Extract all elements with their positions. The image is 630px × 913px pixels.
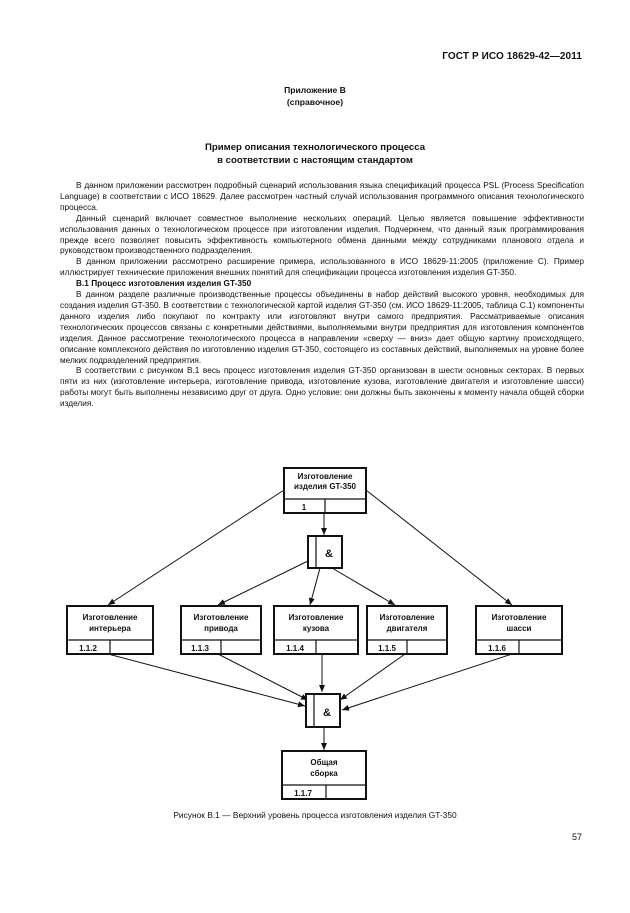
box-id: 1.1.2: [79, 644, 97, 653]
annex-heading: [0, 84, 630, 108]
annex-main-title: [0, 141, 630, 167]
process-box-engine: [367, 606, 447, 654]
box-label-line1: Изготовление: [288, 613, 344, 622]
annex-note: (справочное): [286, 97, 344, 107]
box-id: 1.1.3: [191, 644, 209, 653]
box-label-line1: Изготовление: [491, 613, 547, 622]
box-label-line1: Изготовление: [379, 613, 435, 622]
paragraph: Данный сценарий включает совместное выполнение нескольких операций. Целью является повышение эффективности использования данных о технологическом процессе при изготовлении изделия. Подчеркнем, что данный язык программирования прежде всего позволяет повысить эффективность компьютерного обмена данными между сотрудниками планового отдела и руководством производственного подразделения.: [60, 212, 584, 256]
process-box-interior: [67, 606, 153, 654]
box-id: 1.1.7: [294, 789, 312, 798]
process-box-assembly: [282, 751, 366, 799]
junction-and-upper: [308, 536, 342, 568]
standard-header: ГОСТ Р ИСО 18629-42—2011: [442, 51, 582, 62]
junction-and-lower: [306, 694, 340, 727]
box-label-line2: привода: [204, 624, 238, 633]
annex-title: Приложение В: [284, 85, 346, 95]
paragraph: В данном приложении рассмотрено расширение примера, использованного в ИСО 18629-11:2005 (приложение С). Пример иллюстрирует технические приложения внешних понятий для спецификации процесса изготовления изделия GT-350.: [60, 256, 584, 278]
body-text: [60, 180, 584, 409]
title-line-2: в соответствии с настоящим стандартом: [217, 155, 413, 166]
box-label-line2: двигателя: [386, 624, 428, 633]
paragraph: В данном приложении рассмотрен подробный сценарий использования языка спецификаций процесса PSL (Process Specification Language) в соответствии с ИСО 18629. Далее рассмотрен частный случай использования программного описания технологического процесса.: [60, 180, 584, 212]
box-label-line1: Общая: [310, 758, 338, 767]
title-line-1: Пример описания технологического процесса: [204, 142, 426, 153]
junction-label: &: [323, 707, 331, 719]
figure-caption: Рисунок В.1 — Верхний уровень процесса изготовления изделия GT-350: [173, 810, 457, 820]
box-label-line2: кузова: [302, 624, 330, 633]
box-id: 1.1.6: [488, 644, 506, 653]
paragraph: В данном разделе различные производственные процессы объединены в набор действий высокого уровня, необходимых для создания изделия GT-350. В соответствии с технологической картой изделия GT-350 (см. ИСО 18629-11:2005, таблица С.1) компоненты данного изделия либо покупают по контракту или изготовляют внутри самого предприятия. Рассматриваемые описания технологических процессов связаны с конкретными действиями, выполняемыми внутри предприятия для изготовления компонентов изделия. Данное рассмотрение технологического процесса в направлении «сверху — вниз» дает общую картину происходящего, описание комплексного действия по изготовлению изделия GT-350, состоящего из составных действий, выполняемых на уровне более мелких подразделений предприятия.: [60, 289, 584, 365]
process-box-drive: [181, 606, 261, 654]
junction-label: &: [325, 548, 333, 560]
box-label-line2: интерьера: [89, 624, 131, 633]
process-diagram: [0, 460, 630, 805]
process-box-body: [274, 606, 358, 654]
box-label-line1: Изготовление: [297, 472, 353, 481]
process-box-top: [284, 468, 366, 513]
box-label-line1: Изготовление: [193, 613, 249, 622]
box-id: 1: [301, 503, 307, 512]
box-id: 1.1.5: [378, 644, 396, 653]
box-label-line1: Изготовление: [82, 613, 138, 622]
process-box-chassis: [476, 606, 562, 654]
box-label-line2: изделия GT-350: [294, 482, 356, 491]
box-label-line2: сборка: [310, 769, 338, 778]
page-number: 57: [571, 832, 582, 842]
box-label-line2: шасси: [506, 624, 532, 633]
section-heading: В.1 Процесс изготовления изделия GT-350: [76, 278, 252, 289]
box-id: 1.1.4: [286, 644, 304, 653]
paragraph: В соответствии с рисунком В.1 весь процесс изготовления изделия GT-350 организован в шести основных секторах. В первых пяти из них (изготовление интерьера, изготовление привода, изготовление кузова, изготовление двигателя и изготовление шасси) работы могут быть выполнены независимо друг от друга. Одно условие: они должны быть закончены к моменту начала общей сборки изделия.: [60, 365, 584, 409]
